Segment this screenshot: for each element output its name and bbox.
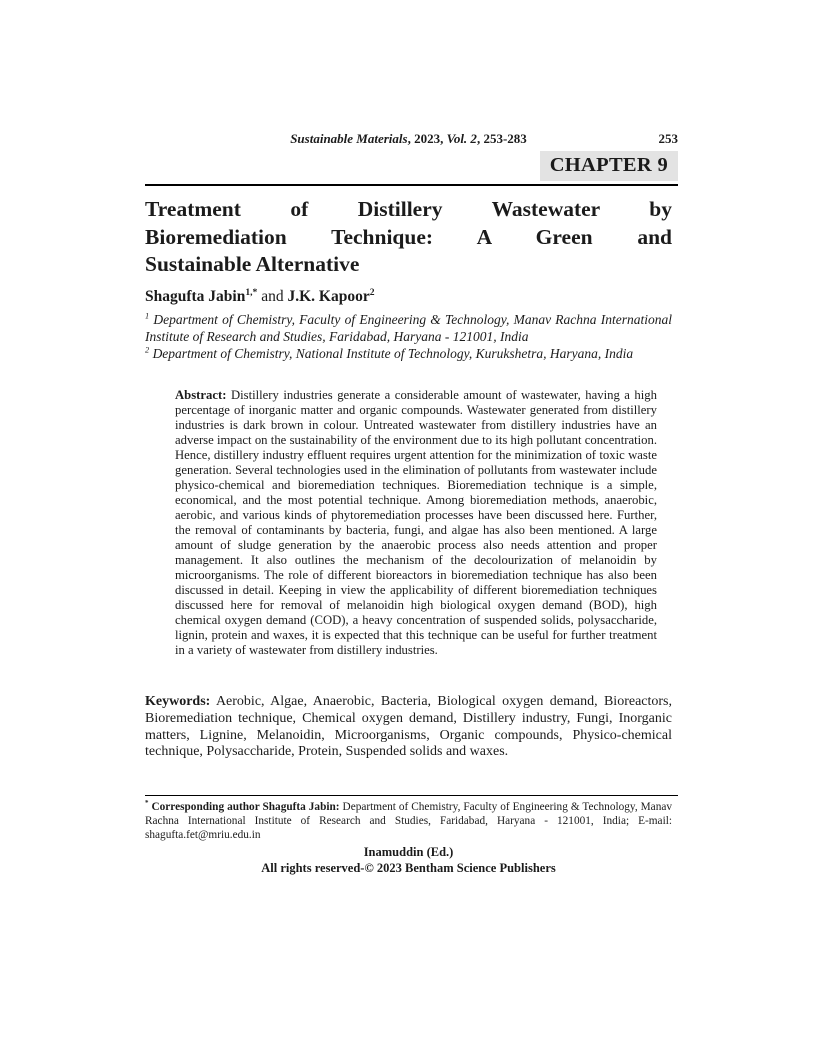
page-number: 253 <box>658 131 678 146</box>
affiliation-2-marker: 2 <box>145 345 150 355</box>
title-line-3: Sustainable Alternative <box>145 252 360 277</box>
journal-name: Sustainable Materials <box>290 131 408 146</box>
keywords-text: Aerobic, Algae, Anaerobic, Bacteria, Biological oxygen demand, Bioreactors, Bioremediation technique, Chemical oxygen demand, Distillery industry, Fungi, Inorganic matters, Lignine, Melanoidin, Microorganisms, Organic compounds, Physico-chemical technique, Polysaccharide, Protein, Suspended solids and waxes. <box>145 694 672 760</box>
affiliation-1-text: Department of Chemistry, Faculty of Engineering & Technology, Manav Rachna International Institute of Research and Studies, Faridabad, Haryana - 121001, India <box>145 312 672 344</box>
corresponding-email: shagufta.fet@mriu.edu.in <box>145 828 261 841</box>
affiliation-1-marker: 1 <box>145 311 150 321</box>
title-line-2: Bioremediation Technique: A Green and <box>145 224 672 249</box>
journal-pages: , 253-283 <box>476 131 527 146</box>
publisher-footer <box>145 845 672 876</box>
chapter-badge: CHAPTER 9 <box>540 151 678 181</box>
affiliation-1 <box>145 312 672 346</box>
authors-connector: and <box>257 288 288 305</box>
author-2-superscript: 2 <box>369 286 375 298</box>
keywords-label: Keywords: <box>145 694 211 709</box>
journal-year: , 2023, <box>407 131 447 146</box>
header-rule <box>145 184 678 186</box>
keywords-paragraph <box>145 694 672 761</box>
title-line-1: Treatment of Distillery Wastewater by <box>145 197 672 221</box>
author-name-2: J.K. Kapoor <box>287 288 370 305</box>
running-head-citation <box>145 131 672 147</box>
footnote-asterisk: * <box>145 799 149 808</box>
author-1-superscript: 1,* <box>245 286 258 298</box>
abstract-paragraph <box>175 388 657 658</box>
author-name-1: Shagufta Jabin <box>145 288 246 305</box>
footnote-rule <box>145 795 678 796</box>
affiliation-2 <box>145 346 672 363</box>
corresponding-author-footnote <box>145 801 672 842</box>
abstract-text: Distillery industries generate a considerable amount of wastewater, having a high percentage of inorganic matter and organic compounds. Wastewater generated from distillery industries is dark brown in colour. Untreated wastewater from distillery industries have an adverse impact on the sustainability of the environment due to its high pollutant concentration. Hence, distillery industry effluent requires urgent attention for the minimization of toxic waste generation. Several technologies used in the elimination of pollutants from wastewater include physico-chemical and bioremediation techniques. Bioremediation technique is a simple, economical, and the most potential technique. Among bioremediation methods, anaerobic, aerobic, and various kinds of phytoremediation processes have been discussed here. Further, the removal of contaminants by bacteria, fungi, and algae has also been mentioned. A large amount of sludge generation by the anaerobic process also needs attention and proper management. It also outlines the mechanism of the decolourization of melanoidin by microorganisms. The role of different bioreactors in bioremediation technique has also been discussed in detail. Keeping in view the applicability of different bioremediation techniques discussed here for removal of melanoidin high biological oxygen demand (BOD), high chemical oxygen demand (COD), a heavy concentration of suspended solids, polysaccharide, lignin, protein and waxes, it is expected that this technique can be useful for further treatment in a variety of wastewater from distillery industries. <box>175 388 657 657</box>
journal-volume: Vol. 2 <box>446 131 477 146</box>
editor-line: Inamuddin (Ed.) <box>363 845 454 859</box>
abstract-label: Abstract: <box>175 388 227 402</box>
rights-line: All rights reserved-© 2023 Bentham Science Publishers <box>261 860 556 875</box>
footnote-label: Corresponding author Shagufta Jabin: <box>148 801 340 813</box>
authors-line <box>145 288 672 306</box>
chapter-title <box>145 196 672 279</box>
footnote-text: Department of Chemistry, Faculty of Engineering & Technology, Manav Rachna International Institute of Research and Studies, Faridabad, Haryana - 121001, India; E-mail: <box>145 801 673 827</box>
affiliation-2-text: Department of Chemistry, National Institute of Technology, Kurukshetra, Haryana, India <box>149 346 634 361</box>
